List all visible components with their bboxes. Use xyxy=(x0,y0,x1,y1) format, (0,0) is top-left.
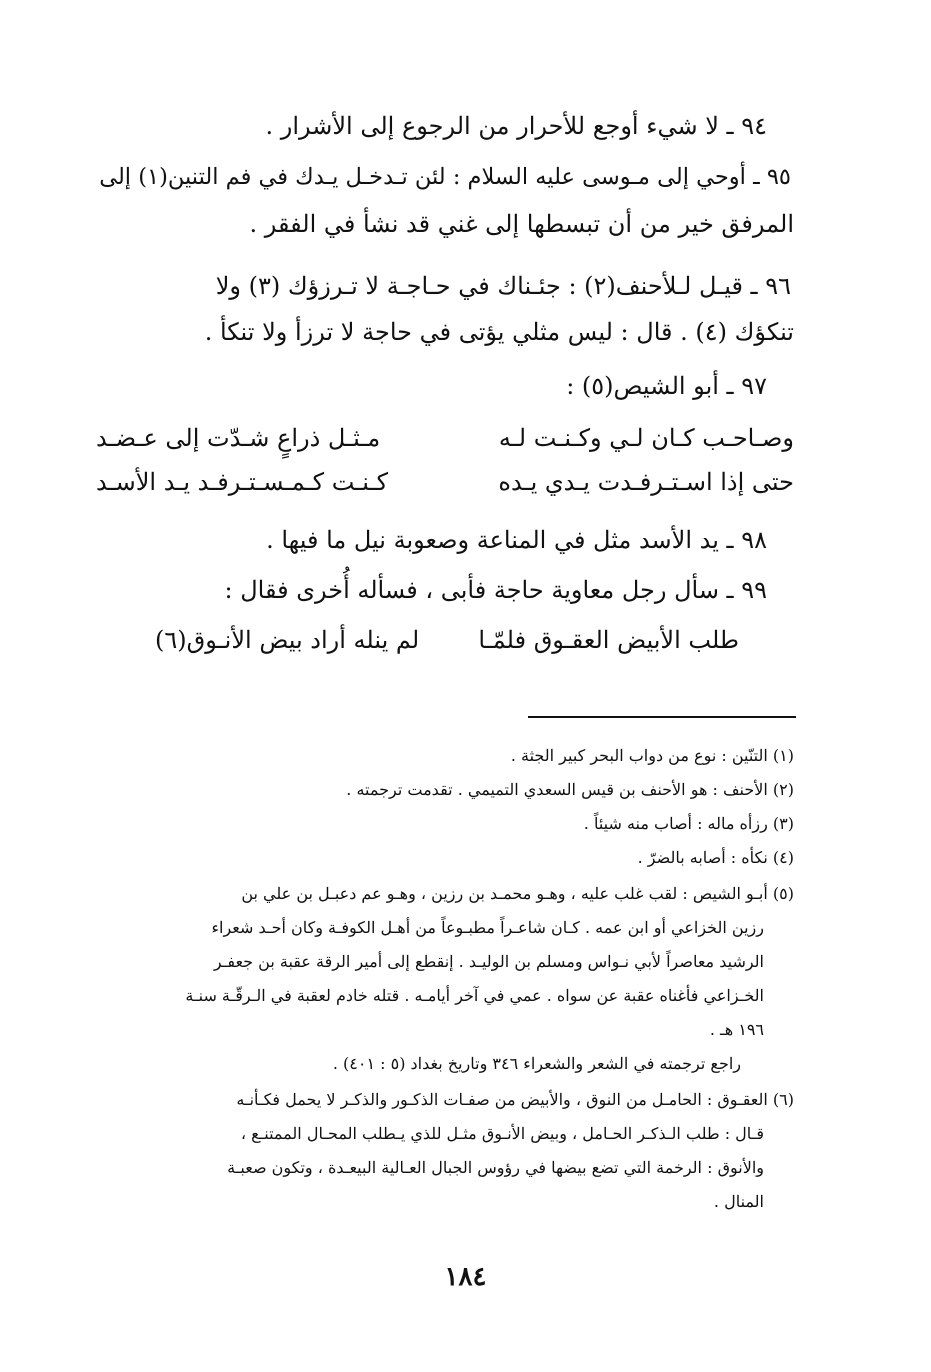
paragraph-95-text: ٩٥ ـ أوحي إلى مـوسى عليه السلام : لئن تـدخـل يـدك في فم التنين(١) إلى xyxy=(99,164,791,190)
footnote-5-line-1: (٥) أبـو الشيص : لقب غلب عليه ، وهـو محمـد بن رزين ، وهـو عم دعبـل بن علي بن xyxy=(241,884,794,903)
verse-2-second-hemistich: كـنـت كـمـسـتـرفـد يـد الأسـد xyxy=(96,468,389,496)
footnote-divider xyxy=(528,716,796,718)
verse-3-second-hemistich: لم ينله أراد بيض الأنـوق(٦) xyxy=(155,626,420,654)
paragraph-98: ٩٨ ـ يد الأسد مثل في المناعة وصعوبة نيل ما فيها . xyxy=(266,526,767,554)
paragraph-99: ٩٩ ـ سأل رجل معاوية حاجة فأبى ، فسأله أُخرى فقال : xyxy=(224,576,767,604)
footnote-4: (٤) نكأه : أصابه بالضرّ . xyxy=(637,848,794,867)
paragraph-95-line-2: المرفق خير من أن تبسطها إلى غني قد نشأ في الفقر . xyxy=(249,210,794,238)
paragraph-95-line-1 xyxy=(96,164,791,190)
footnote-5-reference: راجع ترجمته في الشعر والشعراء ٣٤٦ وتاريخ بغداد (٥ : ٤٠١) . xyxy=(332,1054,741,1073)
verse-3-first-hemistich: طلب الأبيض العقـوق فلمّـا xyxy=(478,626,739,654)
verse-1-first-hemistich: وصـاحـب كـان لـي وكـنـت لـه xyxy=(498,424,794,452)
footnote-6-line-1: (٦) العقـوق : الحامـل من النوق ، والأبيض من صفـات الذكـور والذكـر لا يحمل فكـأنـه xyxy=(236,1090,794,1109)
footnote-5-line-4: الخـزاعي فأغناه عقبة عن سواه . عمي في آخر أيامـه . قتله خادم لعقبة في الـرقّـة سنـة xyxy=(185,986,764,1005)
paragraph-96-line-1: ٩٦ ـ قيـل لـلأحنف(٢) : جئـناك في حـاجـة لا تـرزؤك (٣) ولا xyxy=(215,272,791,300)
footnote-5-line-5: ١٩٦ هـ . xyxy=(709,1020,764,1039)
footnote-5-line-2: رزين الخزاعي أو ابن عمه . كـان شاعـراً مطبـوعاً من أهـل الكوفـة وكان أحـد شعراء xyxy=(211,918,764,937)
footnote-3: (٣) رزأه ماله : أصاب منه شيئاً . xyxy=(583,814,794,833)
verse-2-first-hemistich: حتى إذا اسـتـرفـدت يـدي يـده xyxy=(498,468,794,496)
footnote-1: (١) التنّين : نوع من دواب البحر كبير الجثة . xyxy=(510,746,794,765)
footnote-5-line-3: الرشيد معاصراً لأبي نـواس ومسلم بن الوليـد . إنقطع إلى أمير الرقة عقبة بن جعفـر xyxy=(213,952,764,971)
footnote-6-line-3: والأنوق : الرخمة التي تضع بيضها في رؤوس الجبال العـالية البيعـدة ، وتكون صعبـة xyxy=(227,1158,764,1177)
footnote-6-line-2: قـال : طلب الـذكـر الحـامل ، وبيض الأنـوق مثـل للذي يـطلب المحـال الممتنـع ، xyxy=(240,1124,764,1143)
footnote-2: (٢) الأحنف : هو الأحنف بن قيس السعدي التميمي . تقدمت ترجمته . xyxy=(346,780,794,799)
paragraph-94: ٩٤ ـ لا شيء أوجع للأحرار من الرجوع إلى الأشرار . xyxy=(265,112,767,140)
verse-1-second-hemistich: مـثـل ذراعٍ شـدّت إلى عـضـد xyxy=(96,424,381,452)
paragraph-96-line-2: تنكؤك (٤) . قال : ليس مثلي يؤتى في حاجة لا ترزأ ولا تنكأ . xyxy=(204,318,794,346)
paragraph-97: ٩٧ ـ أبو الشيص(٥) : xyxy=(566,372,767,400)
footnote-6-line-4: المنال . xyxy=(713,1192,764,1211)
page-number: ١٨٤ xyxy=(444,1262,487,1292)
